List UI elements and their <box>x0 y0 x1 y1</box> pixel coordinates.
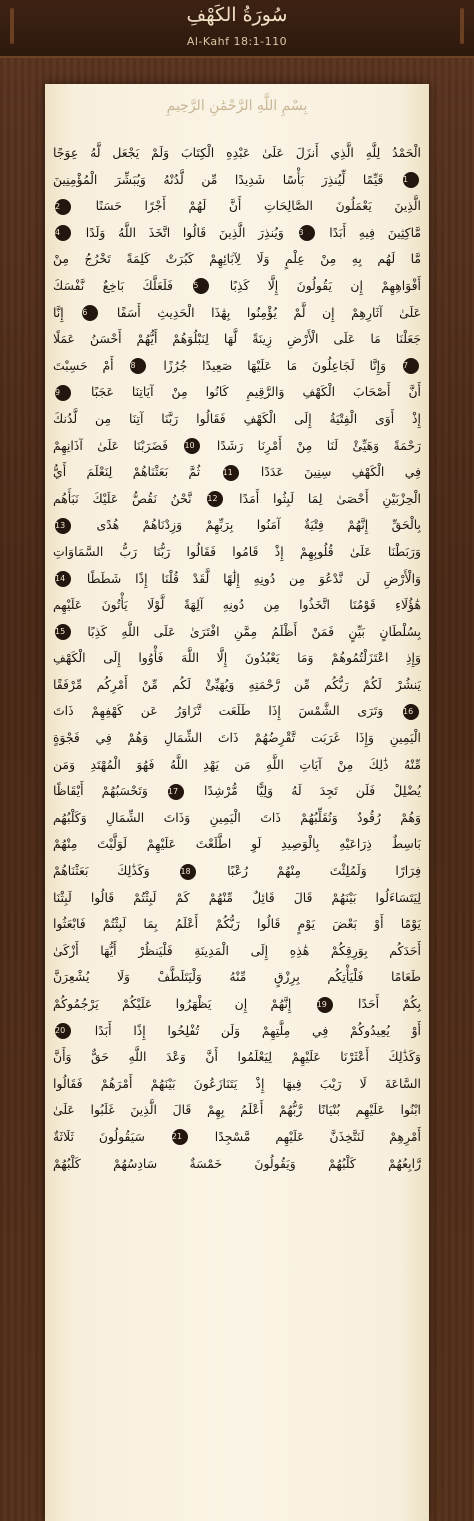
ayah-number-marker[interactable]: 14 <box>55 571 71 587</box>
ayah-number-marker[interactable]: 11 <box>223 465 239 481</box>
surah-reference: Al-Kahf 18:1-110 <box>186 35 288 48</box>
verse-line[interactable]: مَّا لَهُم بِهِ مِنْ عِلْمٍ وَلَا لِآبَائِهِمْ كَبُرَتْ كَلِمَةً تَخْرُجُ مِنْ <box>53 251 421 267</box>
ayah-number-marker[interactable]: 18 <box>180 864 196 880</box>
ayah-number-marker[interactable]: 4 <box>55 225 71 241</box>
basmala: بِسْمِ اللَّهِ الرَّحْمَٰنِ الرَّحِيمِ <box>166 98 308 114</box>
verse-line[interactable]: هَٰؤُلَاءِ قَوْمُنَا اتَّخَذُوا مِن دُونِهِ آلِهَةً لَّوْلَا يَأْتُونَ عَلَيْهِم <box>53 597 421 613</box>
verse-line[interactable]: أَوْ يُعِيدُوكُمْ فِي مِلَّتِهِمْ وَلَن تُفْلِحُوا إِذًا أَبَدًا 20 <box>55 1022 421 1038</box>
verse-line[interactable]: مِّنْهُ ذَٰلِكَ مِنْ آيَاتِ اللَّهِ مَن يَهْدِ اللَّهُ فَهُوَ الْمُهْتَدِ وَمَن <box>53 756 421 772</box>
ayah-number-marker[interactable]: 21 <box>172 1129 188 1145</box>
verse-line[interactable]: 7 وَإِنَّا لَجَاعِلُونَ مَا عَلَيْهَا صَعِيدًا جُرُزًا 8 أَمْ حَسِبْتَ <box>53 353 421 380</box>
mushaf-page[interactable] <box>45 84 429 1521</box>
ayah-number-marker[interactable]: 13 <box>55 518 71 534</box>
verse-line[interactable]: رَحْمَةً وَهَيِّئْ لَنَا مِنْ أَمْرِنَا رَشَدًا 10 فَضَرَبْنَا عَلَىٰ آذَانِهِمْ <box>53 437 421 453</box>
ayah-number-marker[interactable]: 5 <box>193 278 209 294</box>
ayah-number-marker[interactable]: 10 <box>184 438 200 454</box>
verse-line[interactable]: جَعَلْنَا مَا عَلَى الْأَرْضِ زِينَةً لَّهَا لِنَبْلُوَهُمْ أَيُّهُمْ أَحْسَنُ عَمَلًا <box>53 331 421 347</box>
ayah-number-marker[interactable]: 12 <box>207 491 223 507</box>
ayah-number-marker[interactable]: 15 <box>55 624 71 640</box>
verse-line[interactable]: أَنَّ أَصْحَابَ الْكَهْفِ وَالرَّقِيمِ كَانُوا مِنْ آيَاتِنَا عَجَبًا 9 <box>55 384 421 400</box>
verse-line[interactable]: الْحَمْدُ لِلَّهِ الَّذِي أَنزَلَ عَلَىٰ عَبْدِهِ الْكِتَابَ وَلَمْ يَجْعَل لَّهُ عِوَجًا <box>53 145 421 160</box>
ayah-number-marker[interactable]: 19 <box>317 997 333 1013</box>
verse-line[interactable]: رَّابِعُهُمْ كَلْبُهُمْ وَيَقُولُونَ خَمْسَةٌ سَادِسُهُمْ كَلْبُهُمْ <box>53 1155 421 1171</box>
verse-line[interactable]: عَلَىٰ آثَارِهِمْ إِن لَّمْ يُؤْمِنُوا بِهَٰذَا الْحَدِيثِ أَسَفًا 6 إِنَّا <box>53 304 421 320</box>
verse-line[interactable]: إِذْ أَوَى الْفِتْيَةُ إِلَى الْكَهْفِ فَقَالُوا رَبَّنَا آتِنَا مِن لَّدُنكَ <box>53 410 421 426</box>
ayah-number-marker[interactable]: 9 <box>55 385 71 401</box>
surah-title: سُورَةُ الكَهْفِ <box>186 4 288 26</box>
verse-line[interactable]: فِرَارًا وَلَمُلِئْتَ مِنْهُمْ رُعْبًا 18 وَكَذَٰلِكَ بَعَثْنَاهُمْ <box>53 863 421 879</box>
verse-line[interactable]: بِكُمْ أَحَدًا 19 إِنَّهُمْ إِن يَظْهَرُوا عَلَيْكُمْ يَرْجُمُوكُمْ <box>53 996 421 1011</box>
verse-line[interactable]: مَّاكِثِينَ فِيهِ أَبَدًا 3 وَيُنذِرَ الَّذِينَ قَالُوا اتَّخَذَ اللَّهُ وَلَدًا 4 <box>55 224 421 240</box>
verse-line[interactable]: أَمْرِهِمْ لَنَتَّخِذَنَّ عَلَيْهِم مَّسْجِدًا 21 سَيَقُولُونَ ثَلَاثَةٌ <box>53 1128 421 1144</box>
ayah-number-marker[interactable]: 6 <box>82 305 98 321</box>
verse-line[interactable]: بِسُلْطَانٍ بَيِّنٍ فَمَنْ أَظْلَمُ مِمَّنِ افْتَرَىٰ عَلَى اللَّهِ كَذِبًا 15 <box>55 623 421 639</box>
ayah-number-marker[interactable]: 3 <box>299 225 315 241</box>
verse-line[interactable]: ابْنُوا عَلَيْهِم بُنْيَانًا رَّبُّهُمْ أَعْلَمُ بِهِمْ قَالَ الَّذِينَ غَلَبُوا عَلَىٰ <box>53 1102 421 1118</box>
verse-line[interactable]: 1 قَيِّمًا لِّيُنذِرَ بَأْسًا شَدِيدًا مِّن لَّدُنْهُ وَيُبَشِّرَ الْمُؤْمِنِينَ <box>53 167 421 194</box>
verse-line[interactable]: 16 وَتَرَى الشَّمْسَ إِذَا طَلَعَت تَّزَاوَرُ عَن كَهْفِهِمْ ذَاتَ <box>53 698 421 725</box>
ayah-number-marker[interactable]: 7 <box>403 358 419 374</box>
surah-header <box>0 0 474 58</box>
verse-line[interactable]: وَهُمْ رُقُودٌ وَنُقَلِّبُهُمْ ذَاتَ الْيَمِينِ وَذَاتَ الشِّمَالِ وَكَلْبُهُم <box>53 809 421 825</box>
ayah-number-marker[interactable]: 8 <box>130 358 146 374</box>
ayah-number-marker[interactable]: 20 <box>55 1023 71 1039</box>
verse-line[interactable]: لِيَتَسَاءَلُوا بَيْنَهُمْ قَالَ قَائِلٌ مِّنْهُمْ كَمْ لَبِثْتُمْ قَالُوا لَبِثْنَا <box>53 889 421 905</box>
verse-line[interactable]: وَإِذِ اعْتَزَلْتُمُوهُمْ وَمَا يَعْبُدُونَ إِلَّا اللَّهَ فَأْوُوا إِلَى الْكَهْفِ <box>53 650 421 666</box>
verse-line[interactable]: بَاسِطٌ ذِرَاعَيْهِ بِالْوَصِيدِ لَوِ اطَّلَعْتَ عَلَيْهِمْ لَوَلَّيْتَ مِنْهُمْ <box>53 836 421 852</box>
verse-line[interactable]: السَّاعَةَ لَا رَيْبَ فِيهَا إِذْ يَتَنَازَعُونَ بَيْنَهُمْ أَمْرَهُمْ فَقَالُوا <box>53 1075 421 1091</box>
verse-line[interactable]: يَوْمًا أَوْ بَعْضَ يَوْمٍ قَالُوا رَبُّكُمْ أَعْلَمُ بِمَا لَبِثْتُمْ فَابْعَثُوا <box>53 916 421 932</box>
verse-line[interactable]: أَحَدَكُم بِوَرِقِكُمْ هَٰذِهِ إِلَى الْمَدِينَةِ فَلْيَنظُرْ أَيُّهَا أَزْكَىٰ <box>53 942 421 958</box>
verse-line[interactable]: الْحِزْبَيْنِ أَحْصَىٰ لِمَا لَبِثُوا أَمَدًا 12 نَّحْنُ نَقُصُّ عَلَيْكَ نَبَأَهُم <box>53 490 421 506</box>
ayah-number-marker[interactable]: 16 <box>403 704 419 720</box>
verse-line[interactable]: وَكَذَٰلِكَ أَعْثَرْنَا عَلَيْهِمْ لِيَعْلَمُوا أَنَّ وَعْدَ اللَّهِ حَقٌّ وَأَنَّ <box>53 1049 421 1065</box>
verse-line[interactable]: الْيَمِينِ وَإِذَا غَرَبَت تَّقْرِضُهُمْ ذَاتَ الشِّمَالِ وَهُمْ فِي فَجْوَةٍ <box>53 730 421 746</box>
verse-line[interactable]: الَّذِينَ يَعْمَلُونَ الصَّالِحَاتِ أَنَّ لَهُمْ أَجْرًا حَسَنًا 2 <box>55 198 421 214</box>
verse-line[interactable]: أَفْوَاهِهِمْ إِن يَقُولُونَ إِلَّا كَذِبًا 5 فَلَعَلَّكَ بَاخِعٌ نَّفْسَكَ <box>53 277 421 293</box>
ayah-number-marker[interactable]: 1 <box>403 172 419 188</box>
verse-line[interactable]: طَعَامًا فَلْيَأْتِكُم بِرِزْقٍ مِّنْهُ وَلْيَتَلَطَّفْ وَلَا يُشْعِرَنَّ <box>53 969 421 985</box>
verse-line[interactable]: يَنشُرْ لَكُمْ رَبُّكُم مِّن رَّحْمَتِهِ وَيُهَيِّئْ لَكُم مِّنْ أَمْرِكُم مِّرْفَقًا <box>53 676 421 692</box>
verse-line[interactable]: يُضْلِلْ فَلَن تَجِدَ لَهُ وَلِيًّا مُّرْشِدًا 17 وَتَحْسَبُهُمْ أَيْقَاظًا <box>53 783 421 799</box>
verse-line[interactable]: وَرَبَطْنَا عَلَىٰ قُلُوبِهِمْ إِذْ قَامُوا فَقَالُوا رَبُّنَا رَبُّ السَّمَاوَاتِ <box>53 543 421 559</box>
verse-line[interactable]: بِالْحَقِّ إِنَّهُمْ فِتْيَةٌ آمَنُوا بِرَبِّهِمْ وَزِدْنَاهُمْ هُدًى 13 <box>55 517 421 533</box>
ayah-number-marker[interactable]: 2 <box>55 199 71 215</box>
verse-line[interactable]: فِي الْكَهْفِ سِنِينَ عَدَدًا 11 ثُمَّ بَعَثْنَاهُمْ لِنَعْلَمَ أَيُّ <box>53 464 421 480</box>
verse-lines <box>53 140 421 1177</box>
ayah-number-marker[interactable]: 17 <box>168 784 184 800</box>
verse-line[interactable]: وَالْأَرْضِ لَن نَّدْعُوَ مِن دُونِهِ إِلَٰهًا لَّقَدْ قُلْنَا إِذًا شَطَطًا 14 <box>55 570 421 586</box>
